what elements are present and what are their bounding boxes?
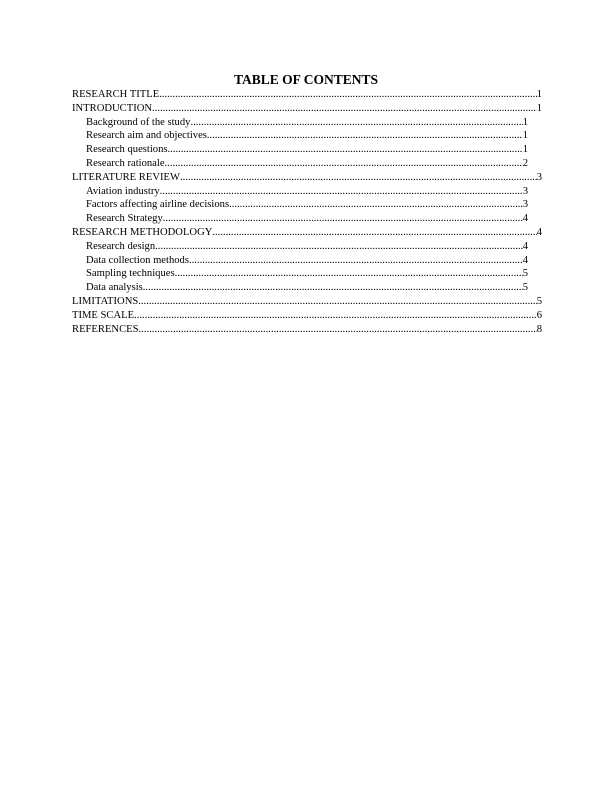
toc-entry-introduction[interactable] (72, 102, 542, 116)
toc-dot-leader (168, 143, 523, 157)
toc-dot-leader (175, 267, 523, 281)
toc-entry-page-number: 1 (536, 102, 542, 114)
toc-entry-page-number: 5 (522, 268, 528, 280)
toc-entry-page-number: 4 (536, 226, 542, 238)
toc-dot-leader (190, 116, 522, 130)
toc-dot-leader (207, 129, 523, 143)
toc-dot-leader (165, 157, 523, 171)
toc-entry-page-number: 5 (536, 295, 542, 307)
toc-entry-label: Research questions (86, 144, 168, 156)
toc-entry-label: Research Strategy (86, 213, 163, 225)
toc-entry-label: Background of the study (86, 116, 191, 128)
toc-entry-label: REFERENCES (72, 323, 139, 335)
toc-entry-label: Research aim and objectives (86, 130, 207, 142)
toc-dot-leader (134, 309, 537, 323)
toc-entry-research-questions[interactable] (72, 143, 542, 157)
toc-entry-page-number: 3 (522, 185, 528, 197)
toc-entry-research-rationale[interactable] (72, 157, 542, 171)
toc-entry-label: Research rationale (86, 157, 165, 169)
toc-entry-page-number: 6 (536, 309, 542, 321)
toc-entry-data-collection-methods[interactable] (72, 254, 542, 268)
toc-entry-factors-affecting-airline-decisions[interactable] (72, 198, 542, 212)
toc-entry-research-design[interactable] (72, 240, 542, 254)
toc-dot-leader (143, 281, 523, 295)
table-of-contents (72, 88, 542, 336)
toc-entry-label: Sampling techniques (86, 268, 175, 280)
toc-entry-page-number: 3 (522, 199, 528, 211)
toc-entry-page-number: 8 (536, 323, 542, 335)
toc-dot-leader (163, 212, 523, 226)
toc-entry-label: INTRODUCTION (72, 102, 153, 114)
toc-entry-page-number: 1 (522, 144, 528, 156)
toc-dot-leader (212, 226, 536, 240)
toc-entry-page-number: 1 (522, 130, 528, 142)
toc-entry-label: RESEARCH TITLE (72, 89, 160, 100)
toc-entry-page-number: 4 (522, 213, 528, 225)
toc-entry-research-aim-and-objectives[interactable] (72, 129, 542, 143)
toc-entry-sampling-techniques[interactable] (72, 267, 542, 281)
toc-entry-references[interactable] (72, 323, 542, 337)
toc-entry-background-of-the-study[interactable] (72, 116, 542, 130)
toc-entry-page-number: 1 (522, 116, 528, 128)
toc-entry-page-number: 5 (522, 282, 528, 294)
toc-entry-research-strategy[interactable] (72, 212, 542, 226)
toc-entry-label: LITERATURE REVIEW (72, 171, 180, 183)
toc-entry-data-analysis[interactable] (72, 281, 542, 295)
toc-entry-page-number: 3 (536, 171, 542, 183)
toc-entry-research-methodology[interactable] (72, 226, 542, 240)
toc-entry-label: RESEARCH METHODOLOGY (72, 226, 213, 238)
toc-dot-leader (229, 198, 523, 212)
toc-entry-page-number: 2 (522, 157, 528, 169)
toc-entry-label: TIME SCALE (72, 309, 135, 321)
toc-entry-page-number: 4 (522, 254, 528, 266)
toc-entry-label: Research design (86, 240, 156, 252)
toc-entry-literature-review[interactable] (72, 171, 542, 185)
toc-entry-aviation-industry[interactable] (72, 185, 542, 199)
toc-entry-page-number: 1 (536, 89, 542, 100)
toc-entry-label: Factors affecting airline decisions (86, 199, 230, 211)
toc-dot-leader (152, 102, 537, 116)
toc-dot-leader (159, 88, 537, 102)
toc-dot-leader (155, 240, 523, 254)
toc-dot-leader (180, 171, 537, 185)
toc-dot-leader (160, 185, 523, 199)
toc-entry-label: Aviation industry (86, 185, 160, 197)
toc-entry-label: LIMITATIONS (72, 295, 139, 307)
toc-entry-limitations[interactable] (72, 295, 542, 309)
toc-entry-research-title[interactable] (72, 88, 542, 102)
toc-entry-page-number: 4 (522, 240, 528, 252)
toc-dot-leader (189, 254, 523, 268)
toc-dot-leader (139, 323, 537, 337)
toc-entry-label: Data analysis (86, 282, 143, 294)
toc-entry-label: Data collection methods (86, 254, 189, 266)
toc-dot-leader (138, 295, 536, 309)
toc-entry-time-scale[interactable] (72, 309, 542, 323)
toc-heading: TABLE OF CONTENTS (233, 72, 379, 87)
